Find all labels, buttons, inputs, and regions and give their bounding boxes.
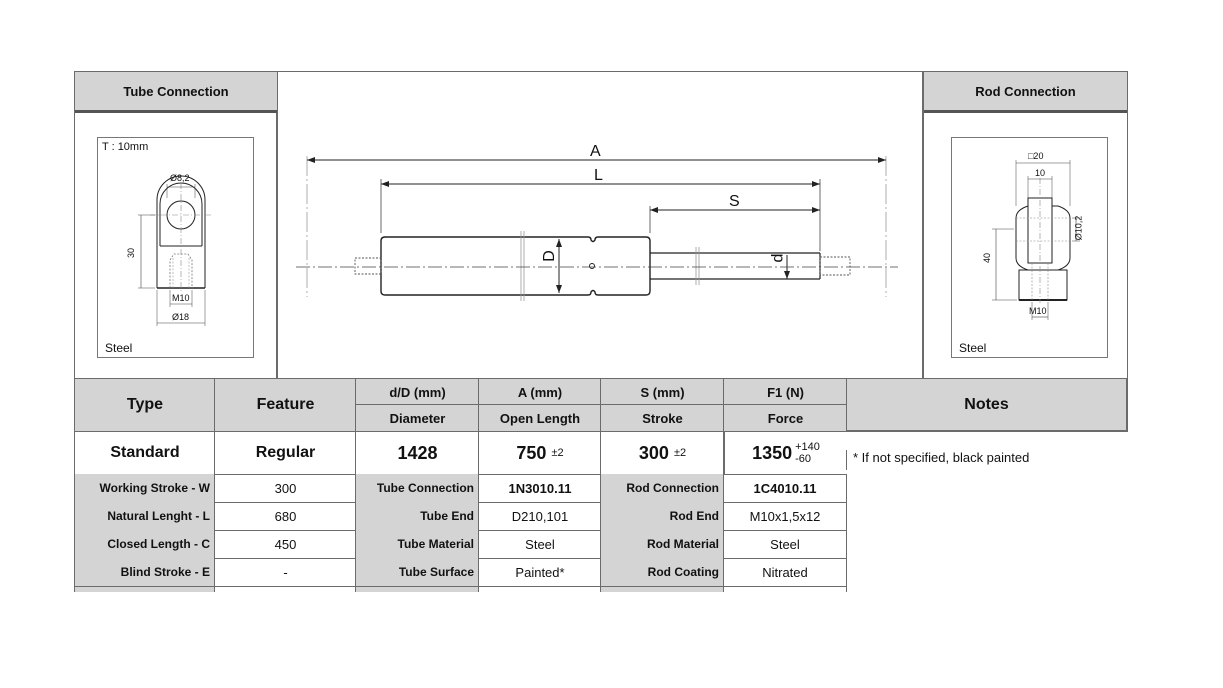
value-stroke-tol: ±2: [673, 447, 687, 459]
detail-label-natural-length: Natural Lenght - L: [74, 502, 215, 531]
detail-label-rod-coating: Rod Coating: [600, 558, 724, 587]
header-diameter: Diameter: [355, 404, 479, 432]
rod-thread-dim: M10: [1029, 306, 1047, 316]
tube-thickness-label: T : 10mm: [102, 141, 149, 153]
detail-label-tube-end: Tube End: [355, 502, 479, 531]
detail-value-tube-end: D210,101: [478, 502, 601, 531]
detail-label-tube-surface: Tube Surface: [355, 558, 479, 587]
trailing-row-stub: [478, 587, 601, 592]
detail-value-rod-connection: 1C4010.11: [723, 474, 847, 503]
tube-thread-dim: M10: [172, 293, 190, 303]
tube-connection-drawing: [97, 137, 254, 358]
detail-value-blind-stroke: -: [214, 558, 356, 587]
tube-eye-drawing: [98, 138, 255, 359]
trailing-row-stub: [74, 587, 215, 592]
tube-connection-panel: [74, 71, 278, 378]
force-tolerance: [795, 441, 820, 465]
detail-label-rod-material: Rod Material: [600, 530, 724, 559]
detail-label-working-stroke: Working Stroke - W: [74, 474, 215, 503]
rod-connection-panel: [922, 71, 1128, 378]
value-open-length-tol: ±2: [551, 447, 564, 459]
value-force-tol-plus: +140: [795, 441, 820, 453]
gas-spring-drawing: [278, 72, 924, 379]
dim-label-S: S: [729, 193, 740, 210]
header-open-length-unit: A (mm): [478, 378, 601, 405]
trailing-row-stub: [723, 587, 847, 592]
rod-material-label: Steel: [959, 341, 987, 355]
tube-width-dim: Ø18: [172, 312, 190, 322]
value-stroke-cell: [600, 432, 724, 475]
dim-label-D: D: [540, 250, 558, 262]
header-force-unit: F1 (N): [723, 378, 847, 405]
header-stroke-unit: S (mm): [600, 378, 724, 405]
rod-square-dim: □20: [1028, 151, 1044, 161]
rod-fork-drawing: [952, 138, 1109, 359]
detail-value-rod-end: M10x1,5x12: [723, 502, 847, 531]
detail-label-closed-length: Closed Length - C: [74, 530, 215, 559]
value-force-cell: [723, 432, 847, 475]
detail-label-tube-connection: Tube Connection: [355, 474, 479, 503]
value-type: Standard: [74, 432, 215, 475]
detail-label-rod-connection: Rod Connection: [600, 474, 724, 503]
header-notes: Notes: [846, 378, 1128, 432]
detail-value-rod-coating: Nitrated: [723, 558, 847, 587]
detail-value-natural-length: 680: [214, 502, 356, 531]
detail-label-tube-material: Tube Material: [355, 530, 479, 559]
value-notes: * If not specified, black painted: [846, 450, 1126, 470]
rod-connection-title: Rod Connection: [924, 71, 1127, 113]
header-stroke: Stroke: [600, 404, 724, 432]
header-open-length: Open Length: [478, 404, 601, 432]
detail-value-tube-material: Steel: [478, 530, 601, 559]
dim-label-A: A: [590, 143, 601, 160]
rod-height-dim: 40: [982, 252, 993, 264]
detail-value-tube-connection: 1N3010.11: [478, 474, 601, 503]
value-force-tol-minus: -60: [795, 453, 812, 465]
detail-value-rod-material: Steel: [723, 530, 847, 559]
detail-value-working-stroke: 300: [214, 474, 356, 503]
dim-label-L: L: [594, 167, 603, 184]
tube-height-dim: 30: [126, 247, 137, 259]
trailing-row-stub: [600, 587, 724, 592]
header-force: Force: [723, 404, 847, 432]
value-stroke: 300: [638, 442, 669, 463]
tube-connection-title: Tube Connection: [75, 71, 277, 113]
header-diameter-unit: d/D (mm): [355, 378, 479, 405]
main-drawing-panel: [278, 71, 924, 378]
value-open-length-cell: [478, 432, 601, 475]
detail-label-rod-end: Rod End: [600, 502, 724, 531]
tube-material-label: Steel: [105, 341, 133, 355]
value-force: 1350: [752, 442, 793, 463]
rod-slot-dim: 10: [1035, 168, 1046, 178]
value-diameter: 1428: [355, 432, 479, 475]
header-type: Type: [74, 378, 215, 432]
tube-hole-dim: Ø8,2: [170, 173, 190, 183]
detail-value-tube-surface: Painted*: [478, 558, 601, 587]
trailing-row-stub: [214, 587, 356, 592]
value-feature: Regular: [214, 432, 356, 475]
detail-label-blind-stroke: Blind Stroke - E: [74, 558, 215, 587]
dim-label-d: d: [769, 253, 787, 263]
header-feature: Feature: [214, 378, 356, 432]
value-open-length: 750: [516, 442, 547, 463]
detail-value-closed-length: 450: [214, 530, 356, 559]
rod-connection-drawing: [951, 137, 1108, 358]
rod-hole-dim: Ø10,2: [1073, 215, 1084, 241]
trailing-row-stub: [355, 587, 479, 592]
